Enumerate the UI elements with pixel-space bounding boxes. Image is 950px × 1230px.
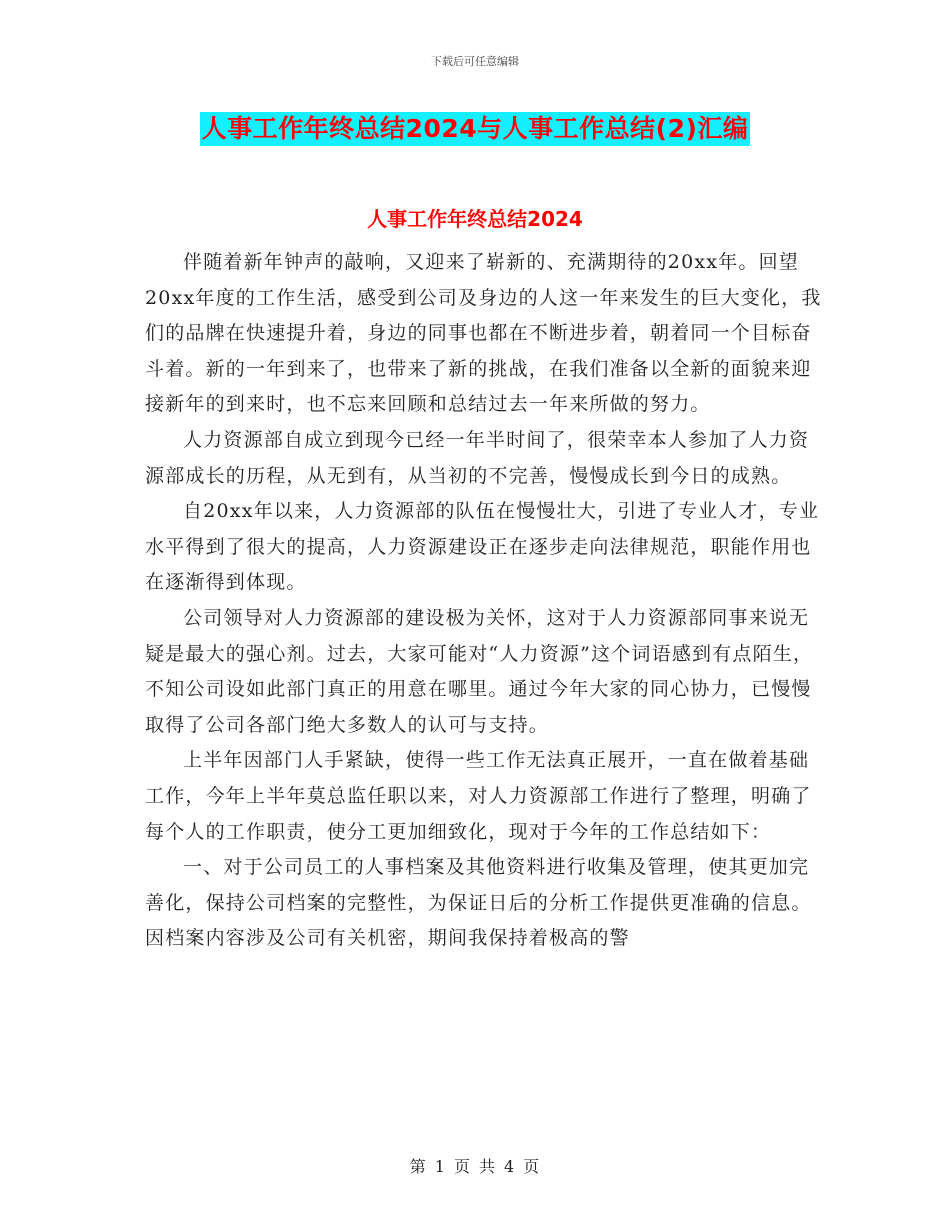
footer-suffix: 页 (523, 1157, 541, 1176)
header-note: 下载后可任意编辑 (431, 55, 519, 68)
document-body (145, 245, 825, 957)
document-title-container (0, 112, 950, 146)
paragraph-2: 人力资源部自成立到现今已经一年半时间了，很荣幸本人参加了人力资源部成长的历程，从无到有，从当初的不完善，慢慢成长到今日的成熟。 (145, 428, 810, 487)
current-page-number: 1 (434, 1157, 446, 1176)
footer-total-word: 共 (479, 1157, 497, 1176)
document-title: 人事工作年终总结2024与人事工作总结(2)汇编 (200, 112, 751, 146)
page-footer (0, 1154, 950, 1177)
paragraph-4: 公司领导对人力资源部的建设极为关怀，这对于人力资源部同事来说无疑是最大的强心剂。过去，大家可能对“人力资源”这个词语感到有点陌生，不知公司设如此部门真正的用意在哪里。通过今年大家的同心协力，已慢慢取得了公司各部门绝大多数人的认可与支持。 (145, 606, 814, 736)
footer-page-word: 页 (453, 1157, 471, 1176)
total-pages-number: 4 (504, 1157, 516, 1176)
section-title: 人事工作年终总结2024 (367, 207, 583, 231)
footer-prefix: 第 (409, 1157, 427, 1176)
paragraph-6: 一、对于公司员工的人事档案及其他资料进行收集及管理，使其更加完善化，保持公司档案的完整性，为保证日后的分析工作提供更准确的信息。因档案内容涉及公司有关机密，期间我保持着极高的警 (145, 856, 812, 950)
paragraph-5: 上半年因部门人手紧缺，使得一些工作无法真正展开，一直在做着基础工作，今年上半年莫总监任职以来，对人力资源部工作进行了整理，明确了每个人的工作职责，使分工更加细致化，现对于今年的工作总结如下： (145, 749, 812, 843)
paragraph-1: 伴随着新年钟声的敲响，又迎来了崭新的、充满期待的20xx年。回望20xx年度的工作生活，感受到公司及身边的人这一年来发生的巨大变化，我们的品牌在快速提升着，身边的同事也都在不断进步着，朝着同一个目标奋斗着。新的一年到来了，也带来了新的挑战，在我们准备以全新的面貌来迎接新年的到来时，也不忘来回顾和总结过去一年来所做的努力。 (145, 251, 822, 416)
paragraph-3: 自20xx年以来，人力资源部的队伍在慢慢壮大，引进了专业人才，专业水平得到了很大的提高，人力资源建设正在逐步走向法律规范，职能作用也在逐渐得到体现。 (145, 500, 820, 594)
